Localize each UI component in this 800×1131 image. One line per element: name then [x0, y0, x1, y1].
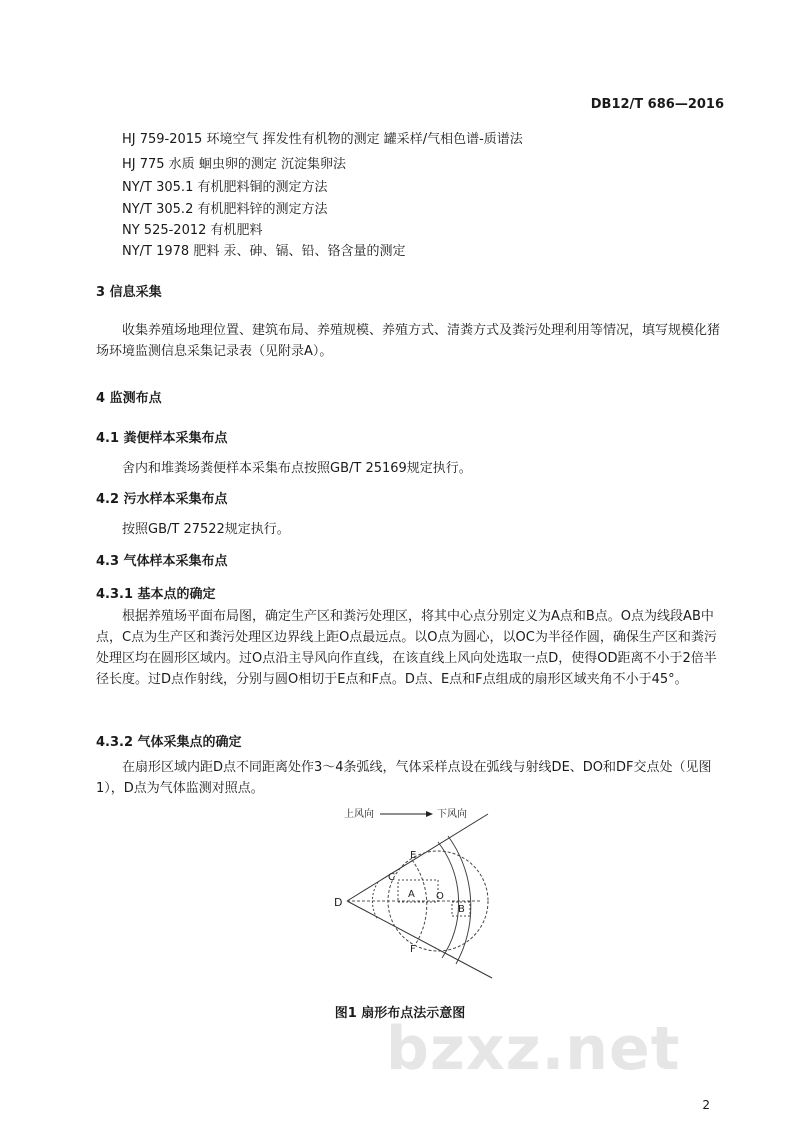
label-f: F — [410, 944, 416, 955]
downwind-label: 下风向 — [437, 809, 467, 820]
label-o: O — [436, 891, 444, 902]
ray-de — [347, 814, 488, 901]
reference-item: NY 525-2012 有机肥料 — [122, 223, 263, 238]
standard-number: DB12/T 686—2016 — [590, 97, 724, 112]
arc-4 — [448, 836, 471, 964]
production-area — [398, 880, 438, 902]
reference-item: NY/T 1978 肥料 汞、砷、镉、铅、铬含量的测定 — [122, 244, 406, 259]
label-c: C — [388, 872, 395, 883]
upwind-label: 上风向 — [344, 809, 374, 820]
subsection-heading: 4.3.2 气体采集点的确定 — [96, 735, 242, 750]
label-e: E — [410, 850, 417, 861]
section-heading: 4 监测布点 — [96, 391, 162, 406]
subsection-heading: 4.3 气体样本采集布点 — [96, 554, 228, 569]
label-b: B — [458, 904, 465, 915]
paragraph: 收集养殖场地理位置、建筑布局、养殖规模、养殖方式、清粪方式及粪污处理利用等情况，填写规模化猪场环境监测信息采集记录表（见附录A）。 — [96, 323, 721, 359]
reference-item: HJ 775 水质 蛔虫卵的测定 沉淀集卵法 — [122, 157, 346, 172]
paragraph: 舍内和堆粪场粪便样本采集布点按照GB/T 25169规定执行。 — [122, 461, 472, 476]
watermark: bzxz.net — [386, 1014, 681, 1084]
paragraph: 在扇形区域内距D点不同距离处作3～4条弧线，气体采样点设在弧线与射线DE、DO和DF交点处（见图1），D点为气体监测对照点。 — [96, 760, 712, 796]
paragraph: 根据养殖场平面布局图，确定生产区和粪污处理区，将其中心点分别定义为A点和B点。O点为线段AB中点，C点为生产区和粪污处理区边界线上距O点最远点。以O点为圆心，以OC为半径作圆，确保生产区和粪污处理区均在圆形区域内。过O点沿主导风向作直线，在该直线上风向处选取一点D，使得OD距离不小于2倍半径长度。过D点作射线，分别与圆O相切于E点和F点。D点、E点和F点组成的扇形区域夹角不小于45°。 — [96, 609, 717, 687]
subsection-heading: 4.3.1 基本点的确定 — [96, 587, 216, 602]
subsection-heading: 4.1 粪便样本采集布点 — [96, 431, 228, 446]
label-a: A — [408, 889, 415, 900]
reference-item: HJ 759-2015 环境空气 挥发性有机物的测定 罐采样/气相色谱-质谱法 — [122, 132, 523, 147]
page-number: 2 — [702, 1098, 710, 1112]
label-d: D — [334, 896, 343, 909]
wind-arrow-head — [426, 811, 433, 817]
paragraph: 按照GB/T 27522规定执行。 — [122, 522, 290, 537]
fan-layout-diagram — [320, 800, 500, 985]
subsection-heading: 4.2 污水样本采集布点 — [96, 492, 228, 507]
reference-item: NY/T 305.2 有机肥料锌的测定方法 — [122, 202, 328, 217]
reference-item: NY/T 305.1 有机肥料铜的测定方法 — [122, 180, 328, 195]
figure-caption: 图1 扇形布点法示意图 — [334, 1006, 466, 1021]
section-heading: 3 信息采集 — [96, 285, 162, 300]
